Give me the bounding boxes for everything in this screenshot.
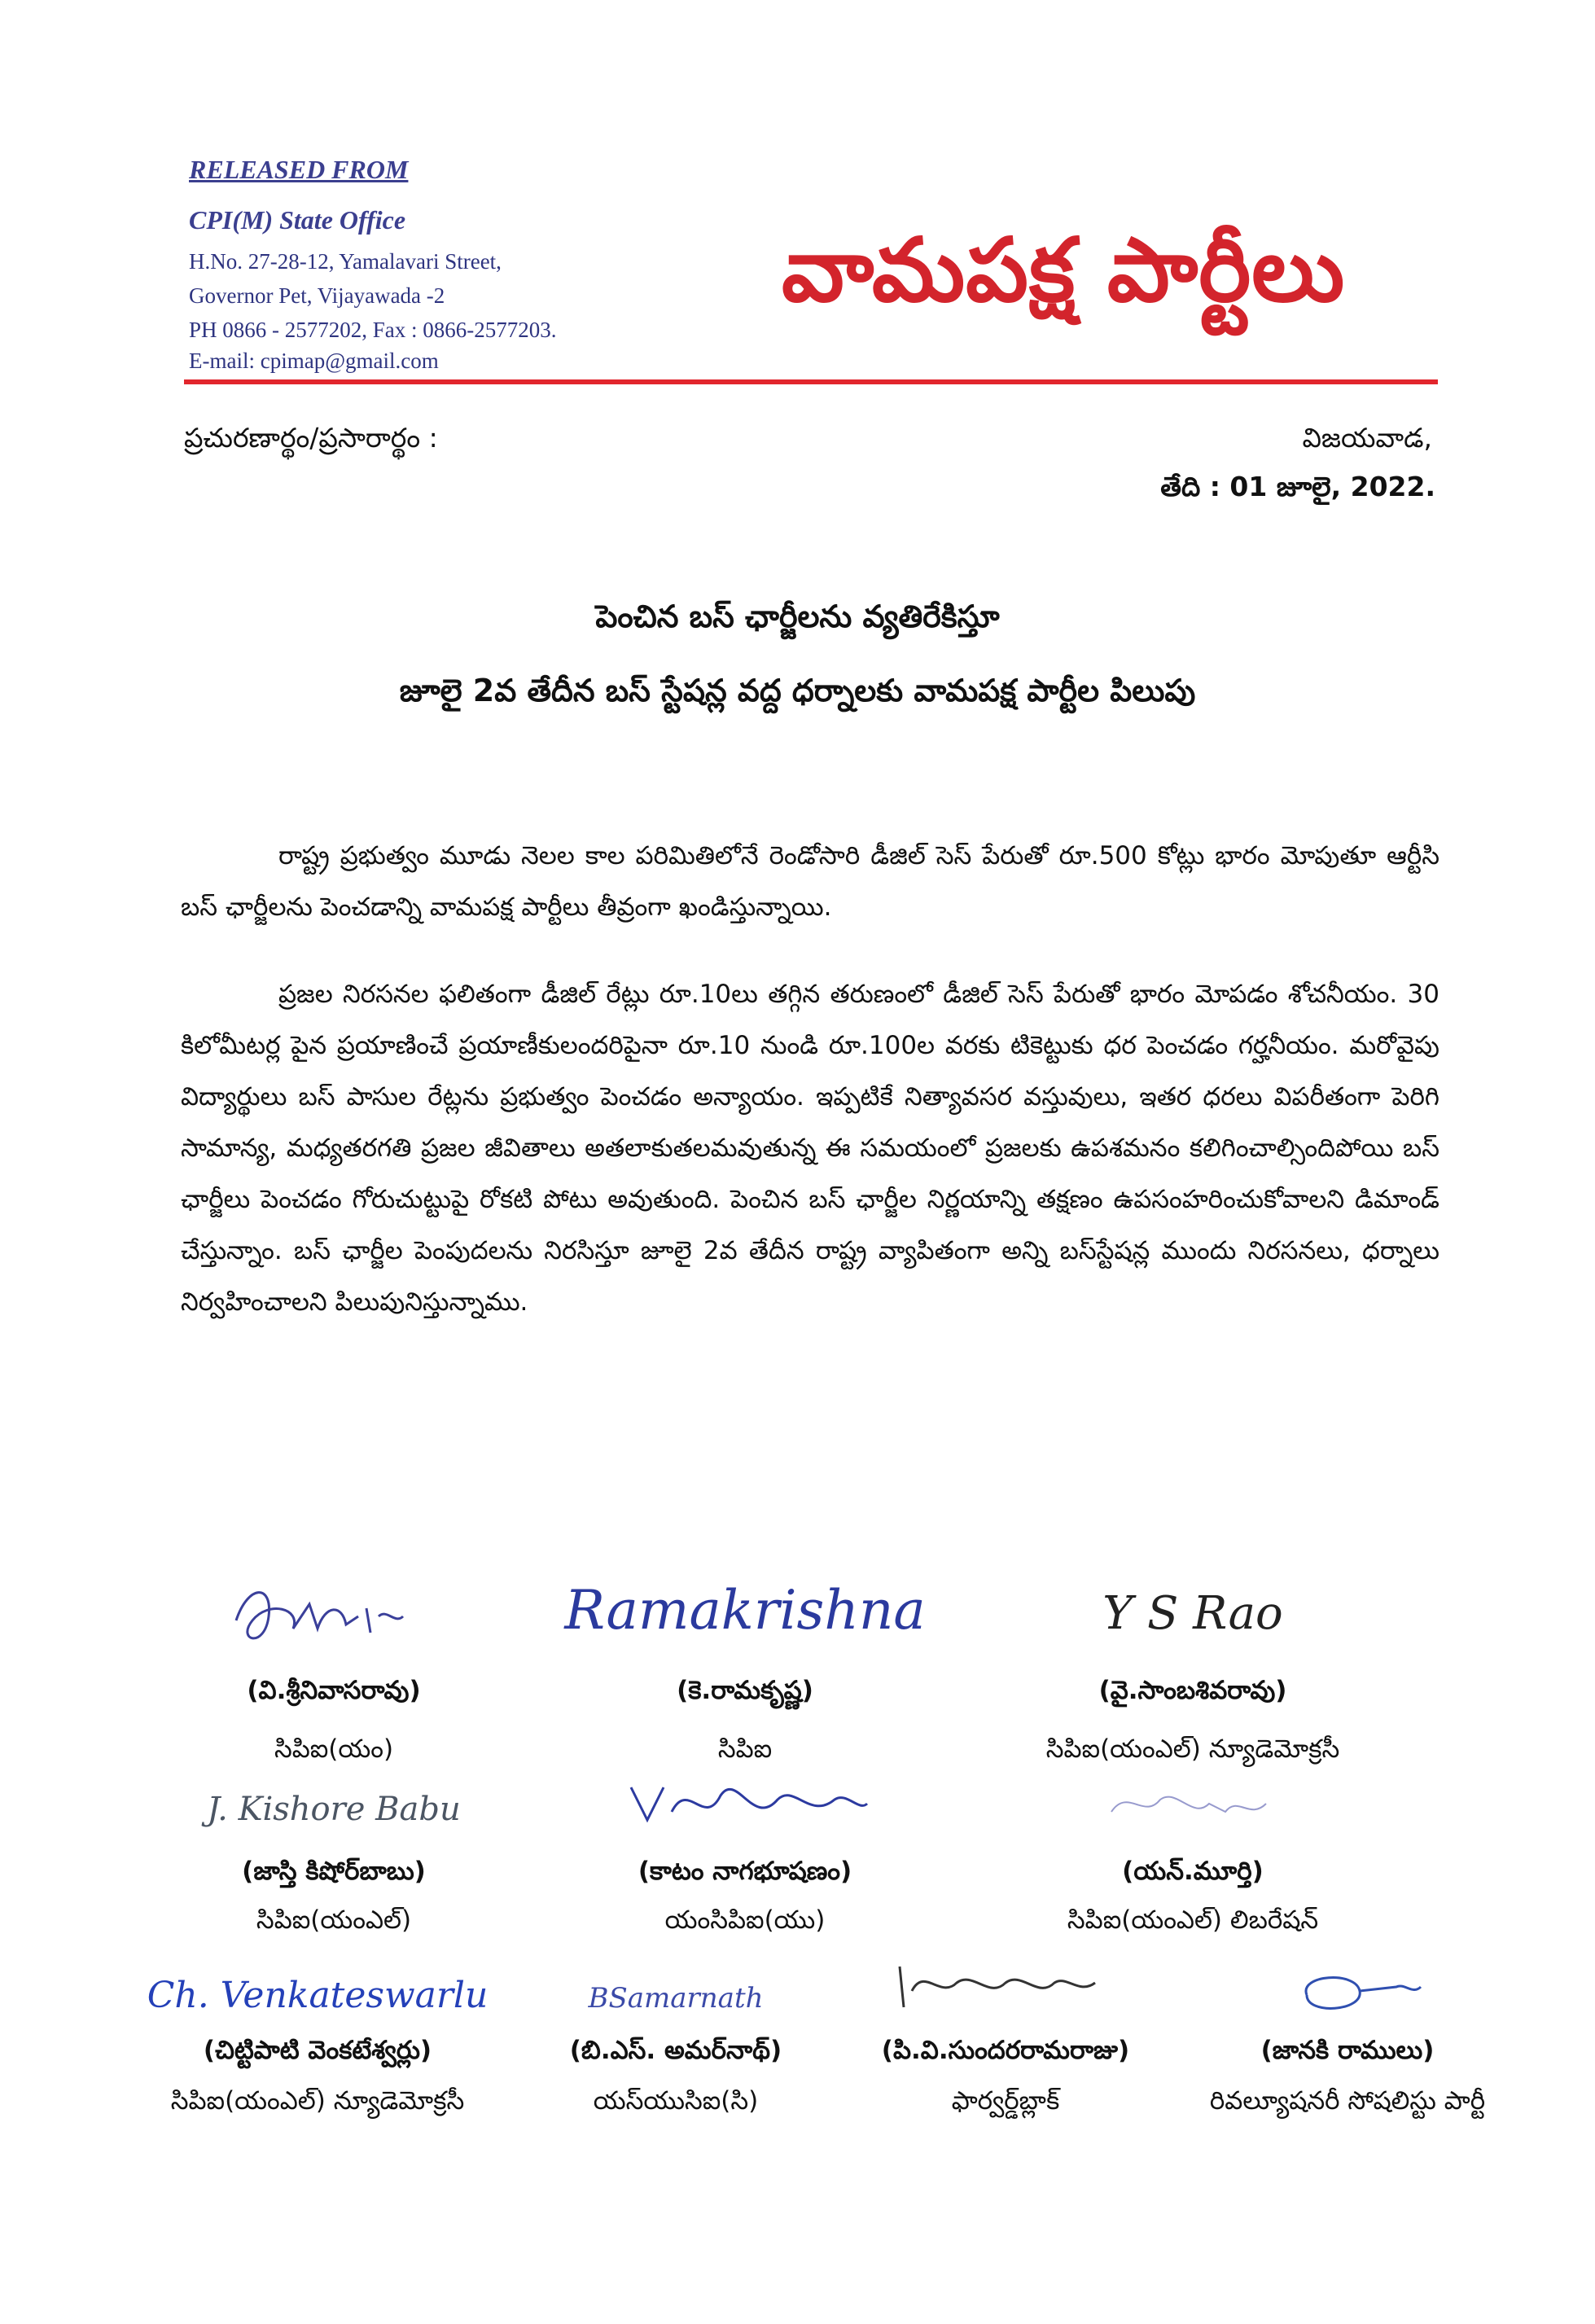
signature-mark: [875, 1950, 1136, 2040]
paragraph-text: రాష్ట్ర ప్రభుత్వం మూడు నెలల కాల పరిమితిలోనే రెండోసారి డీజిల్ సెస్ పేరుతో రూ.500 కోట్లు భారం మోపుతూ ఆర్టీసి బస్ ఛార్జీలను పెంచడాన్ని వామపక్ష పార్టీలు తీవ్రంగా ఖండిస్తున్నాయి.: [181, 841, 1439, 922]
phone-fax-line: PH 0866 - 2577202, Fax : 0866-2577203.: [189, 318, 557, 342]
date-label: తేది : 01 జూలై, 2022.: [1160, 471, 1435, 502]
signatory-party: సిపిఐ(యంఎల్) న్యూడెమోక్రసీ: [1045, 1734, 1340, 1764]
signature-mark: [147, 1950, 489, 2040]
signatory-name: (కె.రామకృష్ణ): [677, 1676, 813, 1705]
signatory-party: సిపిఐ(యంఎల్) న్యూడెమోక్రసీ: [170, 2086, 465, 2116]
signature-text: Ramakrishna: [564, 1579, 926, 1642]
signatory-party: సిపిఐ(యం): [274, 1734, 394, 1764]
signatory-party: ఫార్వర్డ్‌బ్లాక్: [951, 2086, 1060, 2116]
signature-mark: [1063, 1572, 1323, 1661]
signatory-name: (బి.ఎస్. అమర్‌నాథ్): [569, 2036, 782, 2065]
signatory-name: (పి.వి.సుందరరామరాజు): [881, 2036, 1130, 2065]
signatory-name: (జానకి రాములు): [1260, 2036, 1435, 2065]
signature-mark: [546, 1950, 806, 2040]
signatory-name: (వై.సాంబశివరావు): [1098, 1676, 1287, 1705]
signatory-party: సిపిఐ(యంఎల్): [256, 1905, 412, 1935]
signature-text: Ch. Venkateswarlu: [147, 1975, 489, 2016]
signatory-name: (చిట్టిపాటి వెంకటేశ్వర్లు): [203, 2036, 432, 2065]
paragraph-text: ప్రజల నిరసనల ఫలితంగా డీజిల్ రేట్లు రూ.10లు తగ్గిన తరుణంలో డీజిల్ సెస్ పేరుతో భారం మోపడం శోచనీయం. 30 కిలోమీటర్ల పైన ప్రయాణించే ప్రయాణీకులందరిపైనా రూ.10 నుండి రూ.100ల వరకు టికెట్టుకు ధర పెంచడం గర్హనీయం. మరోవైపు విద్యార్థులు బస్ పాసుల రేట్లను ప్రభుత్వం పెంచడం అన్యాయం. ఇప్పటికే నిత్యావసర వస్తువులు, ఇతర ధరలు విపరీతంగా పెరిగి సామాన్య, మధ్యతరగతి ప్రజల జీవితాలు అతలాకుతలమవుతున్న ఈ సమయంలో ప్రజలకు ఉపశమనం కలిగించాల్సిందిపోయి బస్ ఛార్జీలు పెంచడం గోరుచుట్టుపై రోకటి పోటు అవుతుంది. పెంచిన బస్ ఛార్జీల నిర్ణయాన్ని తక్షణం ఉపసంహరించుకోవాలని డిమాండ్ చేస్తున్నాం. బస్ ఛార్జీల పెంపుదలను నిరసిస్తూ జూలై 2వ తేదీన రాష్ట్ర వ్యాపితంగా అన్ని బస్‌స్టేషన్ల ముందు నిరసనలు, ధర్నాలు నిర్వహించాలని పిలుపునిస్తున్నాము.: [181, 980, 1439, 1317]
headline-line-1: పెంచిన బస్ ఛార్జీలను వ్యతిరేకిస్తూ: [595, 599, 1000, 634]
signatory-name: (యన్.మూర్తి): [1122, 1857, 1264, 1886]
place-label: విజయవాడ,: [1302, 422, 1432, 454]
party-title: వామపక్ష పార్టీలు: [782, 220, 1346, 322]
signatory-party: యస్‌యుసిఐ(సి): [593, 2086, 759, 2116]
signature-text: BSamarnath: [588, 1982, 764, 2015]
signature-mark: [1063, 1763, 1323, 1853]
signature-mark: [615, 1763, 875, 1853]
signatory-party: రివల్యూషనరీ సోషలిస్టు పార్టీ: [1209, 2086, 1486, 2116]
signature-mark: [204, 1572, 464, 1661]
signature-text: Y S Rao: [1102, 1587, 1283, 1640]
signature-mark: [204, 1763, 464, 1853]
address-line: Governor Pet, Vijayawada -2: [189, 283, 445, 308]
signatory-party: సిపిఐ(యంఎల్) లిబరేషన్: [1067, 1905, 1319, 1935]
signature-mark: [564, 1572, 926, 1661]
publication-label: ప్రచురణార్థం/ప్రసారార్థం :: [184, 422, 438, 454]
body-paragraph-2: [181, 969, 1439, 1328]
signatory-party: యంసిపిఐ(యు): [664, 1905, 826, 1935]
address-line: H.No. 27-28-12, Yamalavari Street,: [189, 249, 502, 274]
signatory-name: (జాస్తి కిషోర్‌బాబు): [242, 1857, 426, 1886]
header-divider: [184, 379, 1438, 384]
signatory-name: (కాటం నాగభూషణం): [638, 1857, 852, 1886]
body-paragraph-1: [181, 831, 1439, 933]
signature-text: J. Kishore Babu: [207, 1791, 461, 1828]
signatory-party: సిపిఐ: [717, 1734, 773, 1764]
signature-mark: [1217, 1950, 1478, 2040]
office-title: CPI(M) State Office: [189, 205, 406, 235]
headline-line-2: జూలై 2వ తేదీన బస్ స్టేషన్ల వద్ద ధర్నాలకు వామపక్ష పార్టీల పిలుపు: [399, 673, 1196, 708]
email-line: E-mail: cpimap@gmail.com: [189, 349, 439, 373]
released-from-label: RELEASED FROM: [189, 155, 409, 184]
signatory-name: (వి.శ్రీనివాసరావు): [247, 1676, 421, 1705]
